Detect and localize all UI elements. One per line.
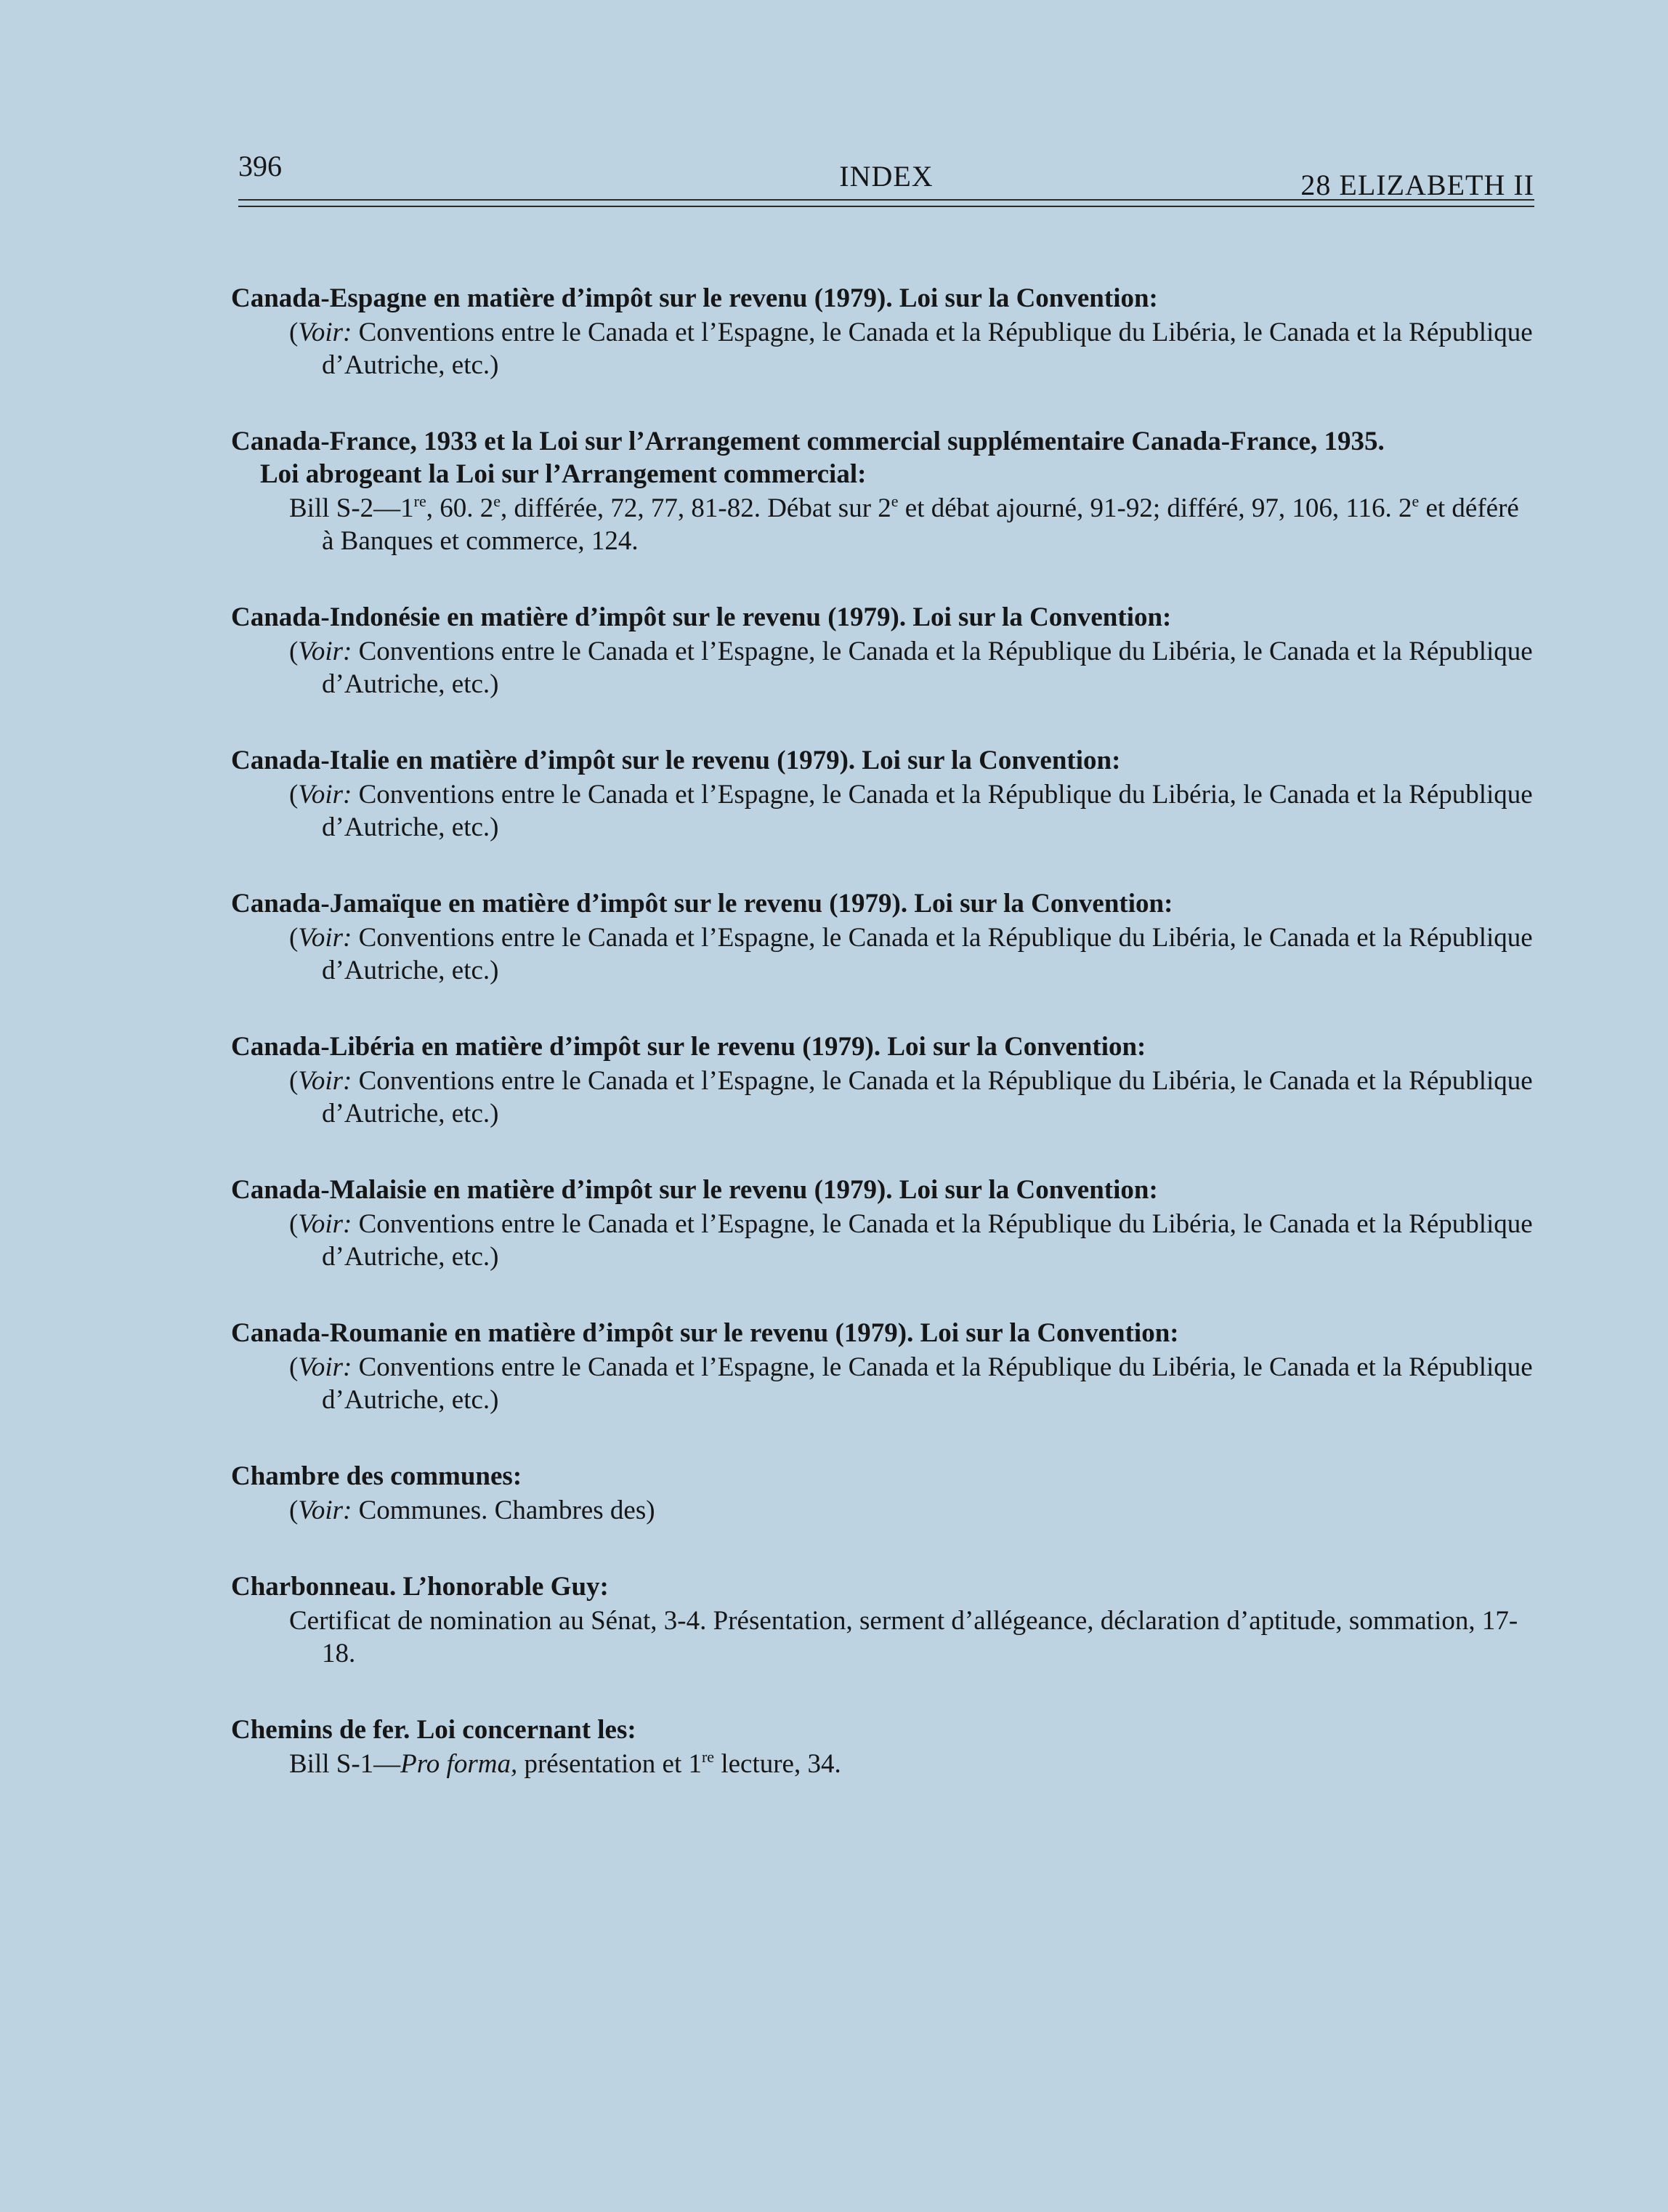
ordinal-suffix: e — [493, 492, 501, 510]
entry-heading: Canada-Indonésie en matière d’impôt sur le revenu (1979). Loi sur la Convention: — [231, 602, 1172, 632]
entry-body: (Voir: Conventions entre le Canada et l’Espagne, le Canada et la République du Libéria, le Canada et la République d’Autriche, etc.) — [289, 637, 1533, 699]
entry-heading-continued: Loi abrogeant la Loi sur l’Arrangement commercial: — [260, 459, 867, 489]
cross-reference-text: Conventions entre le Canada et l’Espagne, le Canada et la République du Libéria, le Canada et la République d’Autriche, etc.) — [322, 1352, 1533, 1415]
entry-canada-france — [231, 425, 1534, 557]
entry-heading: Canada-Jamaïque en matière d’impôt sur le revenu (1979). Loi sur la Convention: — [231, 889, 1173, 919]
body-text: , 60. 2 — [426, 493, 494, 523]
entry-chambre-des-communes — [231, 1460, 1534, 1527]
entry-body: (Voir: Conventions entre le Canada et l’Espagne, le Canada et la République du Libéria, le Canada et la République d’Autriche, etc.) — [289, 318, 1533, 380]
entry-heading: Canada-Espagne en matière d’impôt sur le revenu (1979). Loi sur la Convention: — [231, 283, 1158, 313]
entry-chemins-de-fer — [231, 1714, 1534, 1780]
entry-body: (Voir: Conventions entre le Canada et l’Espagne, le Canada et la République du Libéria, le Canada et la République d’Autriche, etc.) — [289, 780, 1533, 842]
entry-canada-roumanie — [231, 1317, 1534, 1416]
voir-label: Voir: — [298, 780, 352, 810]
voir-label: Voir: — [298, 318, 352, 347]
ordinal-suffix: re — [701, 1748, 715, 1766]
entry-canada-liberia — [231, 1030, 1534, 1130]
index-entries — [231, 282, 1534, 1824]
entry-body: (Voir: Communes. Chambres des) — [289, 1495, 655, 1525]
ordinal-suffix: e — [1412, 492, 1420, 510]
voir-label: Voir: — [298, 1352, 352, 1382]
page-number: 396 — [238, 150, 282, 182]
entry-body: (Voir: Conventions entre le Canada et l’Espagne, le Canada et la République du Libéria, le Canada et la République d’Autriche, etc.) — [289, 1352, 1533, 1415]
body-text: et débat ajourné, 91-92; différé, 97, 106, 116. 2 — [898, 493, 1412, 523]
entry-body: Certificat de nomination au Sénat, 3-4. Présentation, serment d’allégeance, déclaration d’aptitude, sommation, 17-18. — [289, 1606, 1518, 1668]
entry-body — [231, 1748, 1534, 1780]
entry-body: (Voir: Conventions entre le Canada et l’Espagne, le Canada et la République du Libéria, le Canada et la République d’Autriche, etc.) — [289, 923, 1533, 985]
cross-reference-text: Conventions entre le Canada et l’Espagne, le Canada et la République du Libéria, le Canada et la République d’Autriche, etc.) — [322, 318, 1533, 380]
body-text: , différée, 72, 77, 81-82. Débat sur 2 — [501, 493, 891, 523]
entry-heading: Chemins de fer. Loi concernant les: — [231, 1715, 636, 1745]
entry-canada-malaisie — [231, 1174, 1534, 1273]
entry-heading: Canada-France, 1933 et la Loi sur l’Arrangement commercial supplémentaire Canada-France, 1935. — [231, 427, 1385, 456]
ordinal-suffix: e — [891, 492, 899, 510]
body-text: Bill S-1— — [289, 1749, 401, 1779]
voir-label: Voir: — [298, 1066, 352, 1096]
voir-label: Voir: — [298, 1495, 352, 1525]
entry-heading: Canada-Malaisie en matière d’impôt sur le revenu (1979). Loi sur la Convention: — [231, 1175, 1158, 1205]
entry-body: (Voir: Conventions entre le Canada et l’Espagne, le Canada et la République du Libéria, le Canada et la République d’Autriche, etc.) — [289, 1066, 1533, 1129]
body-text: lecture, 34. — [714, 1749, 841, 1779]
cross-reference-text: Conventions entre le Canada et l’Espagne, le Canada et la République du Libéria, le Canada et la République d’Autriche, etc.) — [322, 1066, 1533, 1129]
cross-reference-text: Conventions entre le Canada et l’Espagne, le Canada et la République du Libéria, le Canada et la République d’Autriche, etc.) — [322, 780, 1533, 842]
body-text-italic: Pro forma, — [400, 1749, 518, 1779]
ordinal-suffix: re — [413, 492, 426, 510]
entry-body: (Voir: Conventions entre le Canada et l’Espagne, le Canada et la République du Libéria, le Canada et la République d’Autriche, etc.) — [289, 1209, 1533, 1272]
body-text: Bill S-2—1 — [289, 493, 414, 523]
cross-reference-text: Conventions entre le Canada et l’Espagne, le Canada et la République du Libéria, le Canada et la République d’Autriche, etc.) — [322, 1209, 1533, 1272]
entry-body — [231, 492, 1534, 557]
volume-label: 28 ELIZABETH II — [1300, 169, 1534, 201]
body-text: présentation et 1 — [517, 1749, 702, 1779]
page-title: INDEX — [839, 160, 934, 193]
voir-label: Voir: — [298, 637, 352, 666]
body-text: et déféré à Banques et commerce, 124. — [322, 493, 1519, 556]
entry-canada-espagne — [231, 282, 1534, 382]
cross-reference-text: Conventions entre le Canada et l’Espagne, le Canada et la République du Libéria, le Canada et la République d’Autriche, etc.) — [322, 923, 1533, 985]
cross-reference-text: Conventions entre le Canada et l’Espagne, le Canada et la République du Libéria, le Canada et la République d’Autriche, etc.) — [322, 637, 1533, 699]
entry-heading: Chambre des communes: — [231, 1461, 522, 1491]
entry-heading: Charbonneau. L’honorable Guy: — [231, 1572, 609, 1602]
entry-canada-italie — [231, 744, 1534, 844]
entry-charbonneau — [231, 1570, 1534, 1670]
entry-heading: Canada-Italie en matière d’impôt sur le revenu (1979). Loi sur la Convention: — [231, 746, 1121, 775]
entry-canada-indonesie — [231, 601, 1534, 701]
page-header — [238, 149, 1534, 201]
header-rule-top — [238, 199, 1534, 201]
entry-heading: Canada-Libéria en matière d’impôt sur le revenu (1979). Loi sur la Convention: — [231, 1032, 1146, 1062]
header-rule-bottom — [238, 206, 1534, 207]
entry-heading: Canada-Roumanie en matière d’impôt sur le revenu (1979). Loi sur la Convention: — [231, 1318, 1179, 1348]
cross-reference-text: Communes. Chambres des) — [352, 1495, 655, 1525]
voir-label: Voir: — [298, 1209, 352, 1239]
voir-label: Voir: — [298, 923, 352, 953]
entry-canada-jamaique — [231, 887, 1534, 987]
